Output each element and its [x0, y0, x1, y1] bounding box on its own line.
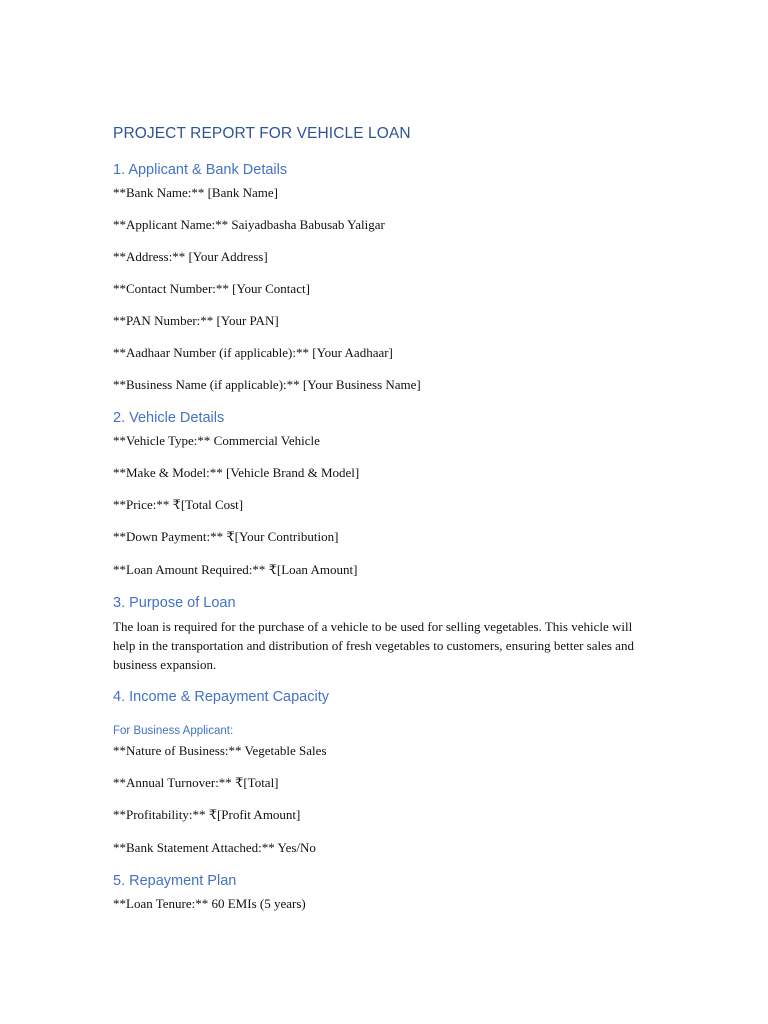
field-bank-statement-attached: **Bank Statement Attached:** Yes/No: [113, 840, 316, 855]
field-pan-number: **PAN Number:** [Your PAN]: [113, 313, 279, 328]
section-heading-applicant-bank-details: 1. Applicant & Bank Details: [113, 162, 288, 178]
field-down-payment: **Down Payment:** ₹[Your Contribution]: [113, 529, 339, 544]
field-profitability: **Profitability:** ₹[Profit Amount]: [113, 807, 301, 822]
field-loan-amount: **Loan Amount Required:** ₹[Loan Amount]: [113, 562, 358, 577]
field-vehicle-type: **Vehicle Type:** Commercial Vehicle: [113, 433, 320, 448]
section-heading-income-repayment-capacity: 4. Income & Repayment Capacity: [113, 689, 329, 705]
field-make-model: **Make & Model:** [Vehicle Brand & Model]: [113, 465, 360, 480]
field-contact-number: **Contact Number:** [Your Contact]: [113, 281, 310, 296]
field-price: **Price:** ₹[Total Cost]: [113, 497, 244, 512]
field-bank-name: **Bank Name:** [Bank Name]: [113, 185, 278, 200]
subheading-business-applicant: For Business Applicant:: [113, 725, 234, 737]
field-applicant-name: **Applicant Name:** Saiyadbasha Babusab Yaligar: [113, 217, 385, 232]
field-nature-of-business: **Nature of Business:** Vegetable Sales: [113, 743, 327, 758]
field-address: **Address:** [Your Address]: [113, 249, 268, 264]
section-heading-purpose-of-loan: 3. Purpose of Loan: [113, 595, 236, 611]
field-annual-turnover: **Annual Turnover:** ₹[Total]: [113, 775, 279, 790]
section-heading-repayment-plan: 5. Repayment Plan: [113, 873, 237, 889]
field-business-name: **Business Name (if applicable):** [Your Business Name]: [113, 377, 421, 392]
field-loan-tenure: **Loan Tenure:** 60 EMIs (5 years): [113, 896, 306, 911]
field-aadhaar-number: **Aadhaar Number (if applicable):** [Your Aadhaar]: [113, 345, 393, 360]
section-heading-vehicle-details: 2. Vehicle Details: [113, 410, 225, 426]
purpose-paragraph: The loan is required for the purchase of a vehicle to be used for selling vegetables. This vehicle will help in the transportation and distribution of fresh vegetables to customers, ensuring better sales and business expansion.: [113, 619, 634, 672]
document-title: PROJECT REPORT FOR VEHICLE LOAN: [113, 125, 411, 142]
